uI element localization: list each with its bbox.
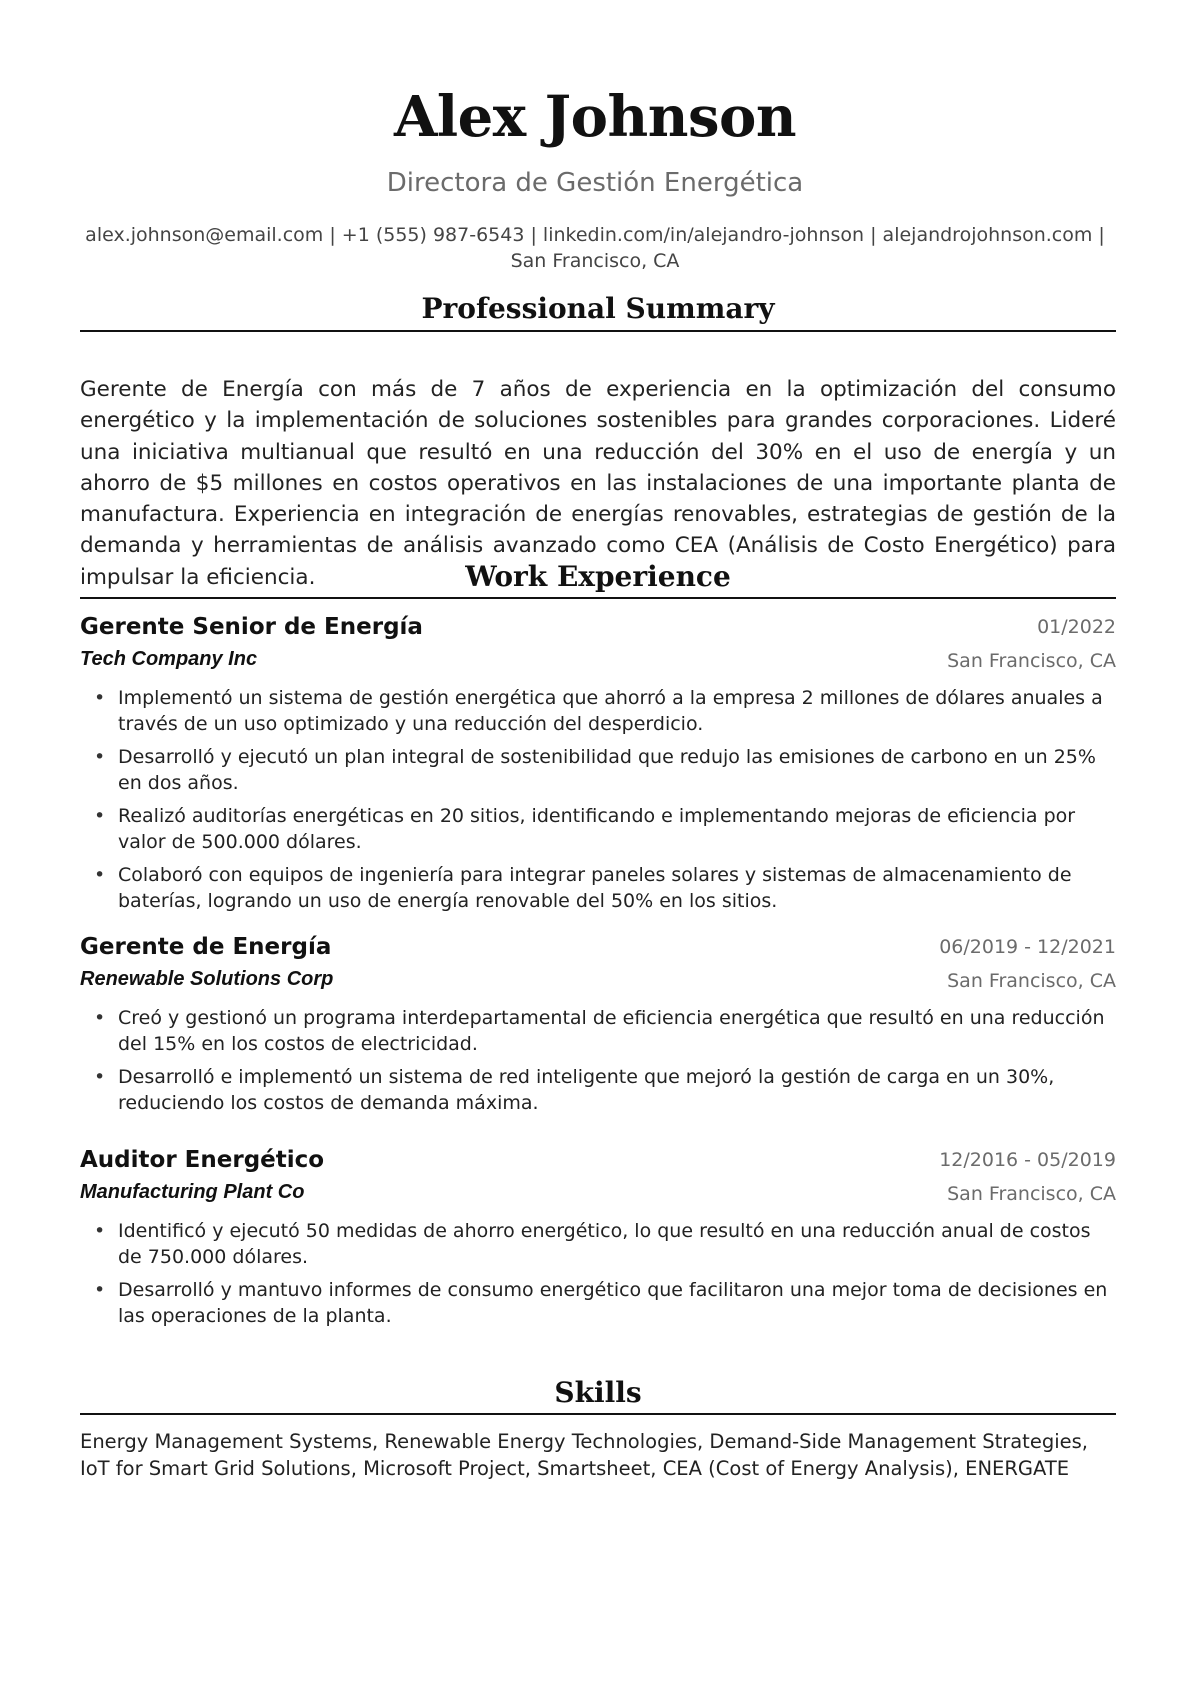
job-company: Manufacturing Plant Co	[80, 1181, 305, 1203]
job-bullet: • Desarrolló y ejecutó un plan integral de sostenibilidad que redujo las emisiones de carbono en un 25% en dos años.	[80, 744, 1116, 796]
job-bullet: • Implementó un sistema de gestión energética que ahorró a la empresa 2 millones de dólares anuales a través de un uso optimizado y una reducción del desperdicio.	[80, 685, 1116, 737]
skills-heading: Skills	[554, 1376, 642, 1409]
summary-heading: Professional Summary	[421, 292, 775, 325]
contact-line-1: alex.johnson@email.com | +1 (555) 987-6543 | linkedin.com/in/alejandro-johnson | alejandrojohnson.com |	[85, 224, 1105, 246]
job-title: Gerente Senior de Energía	[80, 614, 423, 640]
summary-text: Gerente de Energía con más de 7 años de experiencia en la optimización del consumo energético y la implementación de soluciones sostenibles para grandes corporaciones. Lideré una iniciativa multianual que resultó en una reducción del 30% en el uso de energía y un ahorro de $5 millones en costos operativos en las instalaciones de una importante planta de manufactura. Experiencia en integración de energías renovables, estrategias de gestión de la demanda y herramientas de análisis avanzado como CEA (Análisis de Costo Energético) para impulsar la eficiencia.	[80, 377, 1116, 590]
skills-text: Energy Management Systems, Renewable Energy Technologies, Demand-Side Management Strategies, IoT for Smart Grid Solutions, Microsoft Project, Smartsheet, CEA (Cost of Energy Analysis), ENERGATE	[80, 1430, 1088, 1480]
job-bullet: • Identificó y ejecutó 50 medidas de ahorro energético, lo que resultó en una reducción anual de costos de 750.000 dólares.	[80, 1218, 1116, 1270]
experience-heading: Work Experience	[465, 560, 731, 593]
summary-divider	[80, 330, 1116, 332]
candidate-title: Directora de Gestión Energética	[386, 168, 804, 198]
job-bullets	[80, 1218, 1116, 1336]
job-date: 06/2019 - 12/2021	[939, 936, 1116, 958]
job-bullet: • Desarrolló e implementó un sistema de red inteligente que mejoró la gestión de carga en un 30%, reduciendo los costos de demanda máxima.	[80, 1064, 1116, 1116]
job-bullet: • Colaboró con equipos de ingeniería para integrar paneles solares y sistemas de almacenamiento de baterías, logrando un uso de energía renovable del 50% en los sitios.	[80, 862, 1116, 914]
job-location: San Francisco, CA	[947, 650, 1116, 672]
job-title: Gerente de Energía	[80, 934, 332, 960]
job-date: 01/2022	[1037, 616, 1116, 638]
job-date: 12/2016 - 05/2019	[939, 1149, 1116, 1171]
job-location: San Francisco, CA	[947, 1183, 1116, 1205]
job-location: San Francisco, CA	[947, 970, 1116, 992]
skills-divider	[80, 1413, 1116, 1415]
candidate-name: Alex Johnson	[393, 84, 797, 150]
contact-info	[80, 222, 1110, 274]
job-bullet: • Desarrolló y mantuvo informes de consumo energético que facilitaron una mejor toma de decisiones en las operaciones de la planta.	[80, 1277, 1116, 1329]
job-company: Tech Company Inc	[80, 648, 258, 670]
job-bullet: • Creó y gestionó un programa interdepartamental de eficiencia energética que resultó en una reducción del 15% en los costos de electricidad.	[80, 1005, 1116, 1057]
job-bullet: • Realizó auditorías energéticas en 20 sitios, identificando e implementando mejoras de eficiencia por valor de 500.000 dólares.	[80, 803, 1116, 855]
job-bullets	[80, 685, 1116, 921]
job-bullets	[80, 1005, 1116, 1123]
experience-divider	[80, 597, 1116, 599]
job-title: Auditor Energético	[80, 1147, 325, 1173]
contact-line-2: San Francisco, CA	[510, 250, 680, 272]
job-company: Renewable Solutions Corp	[80, 968, 334, 990]
